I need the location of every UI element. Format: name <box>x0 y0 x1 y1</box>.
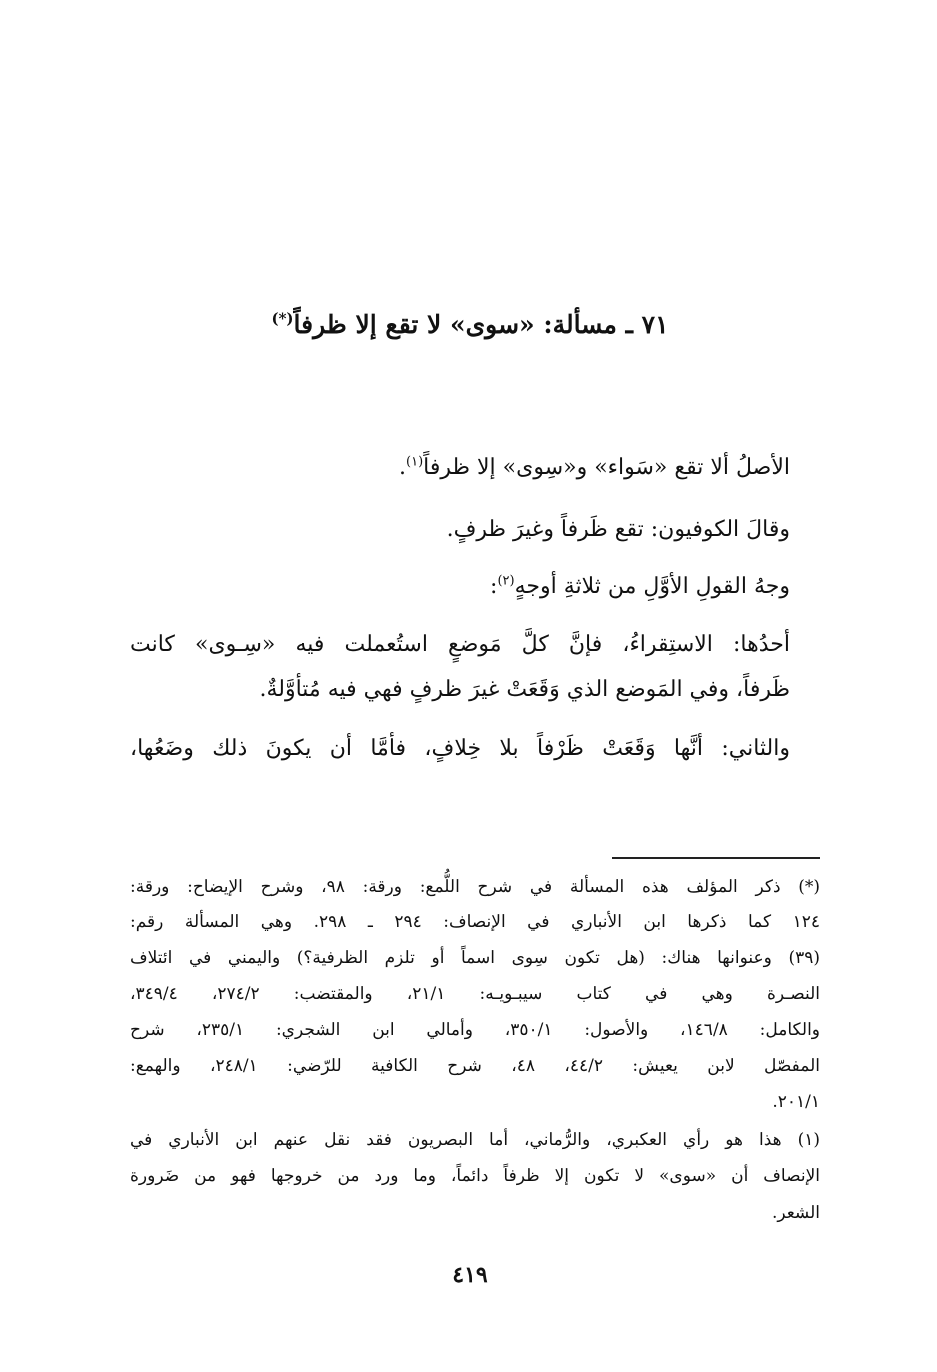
paragraph-4-line-2: ظَرفاً، وفي المَوضع الذي وَقَعَتْ غيرَ ظرفٍ فهي فيه مُتأوَّلةٌ. <box>259 677 790 702</box>
footnote-line: الإنصاف أن «سوى» لا تكون إلا ظرفاً دائماً، وما ورد من خروجها فهو من ضَرورة <box>130 1166 820 1186</box>
paragraph-3: وجهُ القولِ الأوَّلِ من ثلاثةِ أوجهٍ$^{(٢)}$: <box>490 573 790 599</box>
title-text: ٧١ ـ مسألة: «سوى» لا تقع إلا ظرفاً <box>293 310 669 339</box>
footnote-separator <box>612 857 820 859</box>
footnote-line: الشعر. <box>771 1203 820 1223</box>
paragraph-4-line-1: أحدُها: الاستِقراءُ، فإنَّ كلَّ مَوضعٍ استُعملت فيه «سِـوى» كانت <box>130 632 790 657</box>
paragraph-2: وقالَ الكوفيون: تقع ظَرفاً وغيرَ ظرفٍ. <box>446 517 790 542</box>
footnote-line: (١) هذا هو رأي العكبري، والرُّماني، أما البصريون فقد نقل عنهم ابن الأنباري في <box>130 1130 820 1150</box>
footnote-line: النصـرة وهي في كتاب سيبـويـه: ٢١/١، والمقتضب: ٢٧٤/٢، ٣٤٩/٤، <box>130 984 820 1004</box>
footnote-ref-2: (٢) <box>497 573 515 589</box>
footnote-line: (*) ذكر المؤلف هذه المسألة في شرح اللُّمع: ورقة: ٩٨، وشرح الإيضاح: ورقة: <box>130 877 820 897</box>
page-number: ٤١٩ <box>452 1262 488 1288</box>
footnote-ref-1: (١) <box>406 454 424 470</box>
paragraph-1: الأصلُ ألا تقع «سَواء» و«سِوى» إلا ظرفاً$^{(١)}$. <box>399 454 790 480</box>
title-footnote-marker: (*) <box>271 309 294 328</box>
footnote-line: المفصّل لابن يعيش: ٤٤/٢، ٤٨، شرح الكافية للرّضي: ٢٤٨/١، والهمع: <box>130 1056 821 1076</box>
footnote-line: والكامل: ١٤٦/٨، والأصول: ٣٥٠/١، وأمالي ابن الشجري: ٢٣٥/١، شرح <box>130 1020 820 1040</box>
paragraph-5-line-1: والثاني: أنَّها وَقَعَتْ ظَرْفاً بلا خِلافٍ، فأمَّا أن يكونَ ذلك وضَعُها، <box>130 736 790 761</box>
page-title <box>150 310 790 339</box>
footnote-line: ٢٠١/١. <box>772 1092 820 1112</box>
footnote-line: ١٢٤ كما ذكرها ابن الأنباري في الإنصاف: ٢٩٤ ـ ٢٩٨. وهي المسألة رقم: <box>130 912 820 932</box>
footnote-line: (٣٩) وعنوانها هناك: (هل تكون سِوى اسماً أو تلزم الظرفية؟) واليمني في ائتلاف <box>130 948 820 968</box>
